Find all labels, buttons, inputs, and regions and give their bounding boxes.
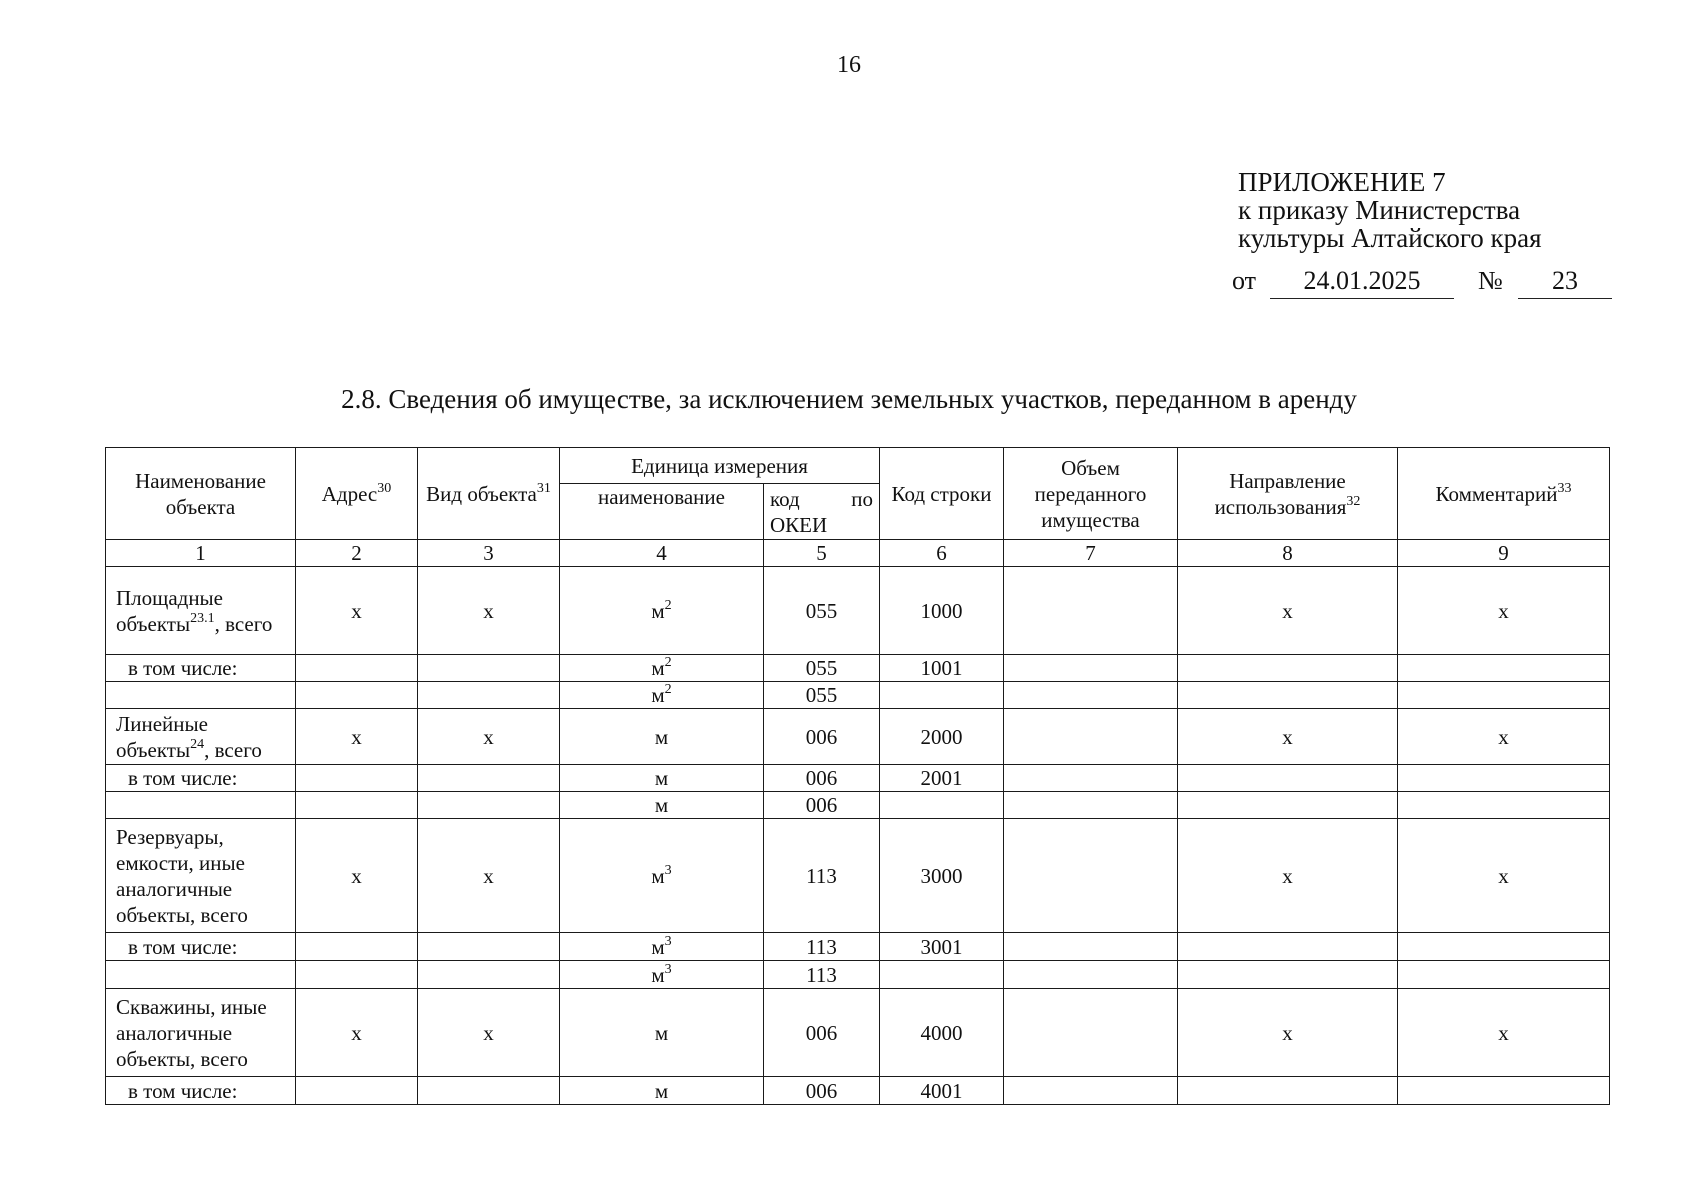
order-date: 24.01.2025 [1270, 266, 1454, 299]
row-code-cell: 1000 [880, 567, 1004, 655]
page-number: 16 [837, 52, 861, 78]
including-label: в том числе: [106, 655, 296, 682]
x-mark: x [418, 567, 560, 655]
column-numbers-row [106, 540, 1610, 567]
unit-cell: $м^3$ [560, 961, 764, 989]
row-code-cell: 1001 [880, 655, 1004, 682]
unit-cell: $м^2$ [560, 655, 764, 682]
x-mark: x [418, 709, 560, 765]
including-label: в том числе: [106, 1077, 296, 1105]
x-mark: x [1178, 819, 1398, 933]
row-code-cell: 2001 [880, 765, 1004, 792]
x-mark: x [296, 709, 418, 765]
x-mark: x [1178, 709, 1398, 765]
x-mark: x [296, 567, 418, 655]
x-mark: x [1178, 567, 1398, 655]
header-unit-name: наименование [560, 484, 764, 540]
appendix-header [1238, 168, 1542, 252]
table-row-wells-total [106, 989, 1610, 1077]
column-number: 5 [764, 540, 880, 567]
volume-cell [1004, 709, 1178, 765]
unit-cell: $м^2$ [560, 567, 764, 655]
including-label: в том числе: [106, 765, 296, 792]
x-mark: x [1398, 819, 1610, 933]
footnote-33: 33 [1557, 480, 1572, 496]
row-code-cell: 4001 [880, 1077, 1004, 1105]
okei-cell: 006 [764, 792, 880, 819]
okei-cell: 113 [764, 961, 880, 989]
row-label-area: Площадные объекты$^{23.1}$, всего [106, 567, 296, 655]
table-row-tanks-blank [106, 961, 1610, 989]
property-lease-table [105, 447, 1610, 1105]
header-row-code: Код строки [880, 448, 1004, 540]
x-mark: x [1398, 567, 1610, 655]
unit-cell: $м^3$ [560, 819, 764, 933]
unit-cell: м [560, 989, 764, 1077]
okei-cell: 006 [764, 1077, 880, 1105]
x-mark: x [1398, 989, 1610, 1077]
header-volume: Объем переданного имущества [1004, 448, 1178, 540]
unit-cell: $м^2$ [560, 682, 764, 709]
volume-cell [1004, 989, 1178, 1077]
table-row-linear-total [106, 709, 1610, 765]
okei-cell: 113 [764, 819, 880, 933]
okei-cell: 055 [764, 567, 880, 655]
column-number: 2 [296, 540, 418, 567]
table-row-area-total [106, 567, 1610, 655]
table-row-wells-including [106, 1077, 1610, 1105]
table-row-area-blank [106, 682, 1610, 709]
okei-cell: 113 [764, 933, 880, 961]
unit-cell: м [560, 709, 764, 765]
header-unit-group: Единица измерения [560, 448, 880, 484]
header-okei-code: код по ОКЕИ [764, 484, 880, 540]
unit-cell: м [560, 765, 764, 792]
header-row-top [106, 448, 1610, 484]
okei-cell: 006 [764, 709, 880, 765]
appendix-title: ПРИЛОЖЕНИЕ 7 [1238, 167, 1446, 197]
row-code-cell: 4000 [880, 989, 1004, 1077]
x-mark: x [296, 819, 418, 933]
okei-cell: 006 [764, 765, 880, 792]
unit-cell: м [560, 792, 764, 819]
row-code-cell: 3001 [880, 933, 1004, 961]
unit-cell: $м^3$ [560, 933, 764, 961]
row-label-tanks: Резервуары, емкости, иные аналогичные объекты, всего [106, 819, 296, 933]
x-mark: x [296, 989, 418, 1077]
column-number: 1 [106, 540, 296, 567]
appendix-order-line: к приказу Министерства [1238, 195, 1521, 225]
x-mark: x [1398, 709, 1610, 765]
footnote-31: 31 [536, 480, 551, 496]
including-label: в том числе: [106, 933, 296, 961]
volume-cell [1004, 819, 1178, 933]
header-address: Адрес$^{30}$ [296, 448, 418, 540]
column-number: 3 [418, 540, 560, 567]
table-row-area-including [106, 655, 1610, 682]
table-row-linear-blank [106, 792, 1610, 819]
x-mark: x [418, 819, 560, 933]
header-object-name: Наименование объекта [106, 448, 296, 540]
okei-cell: 055 [764, 682, 880, 709]
x-mark: x [418, 989, 560, 1077]
row-label-linear: Линейные объекты$^{24}$, всего [106, 709, 296, 765]
column-number: 7 [1004, 540, 1178, 567]
column-number: 9 [1398, 540, 1610, 567]
column-number: 4 [560, 540, 764, 567]
column-number: 6 [880, 540, 1004, 567]
footnote-23-1: 23.1 [190, 610, 215, 626]
order-number: 23 [1518, 266, 1612, 299]
unit-cell: м [560, 1077, 764, 1105]
okei-cell: 055 [764, 655, 880, 682]
section-title: 2.8. Сведения об имуществе, за исключением земельных участков, переданном в аренду [341, 384, 1357, 414]
header-object-type: Вид объекта$^{31}$ [418, 448, 560, 540]
footnote-32: 32 [1346, 493, 1361, 509]
header-direction: Направление использования$^{32}$ [1178, 448, 1398, 540]
x-mark: x [1178, 989, 1398, 1077]
volume-cell [1004, 567, 1178, 655]
column-number: 8 [1178, 540, 1398, 567]
table-row-tanks-including [106, 933, 1610, 961]
appendix-ministry-line: культуры Алтайского края [1238, 223, 1542, 253]
from-label: от [1232, 266, 1257, 295]
okei-cell: 006 [764, 989, 880, 1077]
header-comment: Комментарий$^{33}$ [1398, 448, 1610, 540]
table-row-linear-including [106, 765, 1610, 792]
footnote-30: 30 [377, 480, 392, 496]
row-code-cell: 3000 [880, 819, 1004, 933]
table-row-tanks-total [106, 819, 1610, 933]
number-label: № [1478, 266, 1503, 295]
row-label-wells: Скважины, иные аналогичные объекты, всего [106, 989, 296, 1077]
footnote-24: 24 [190, 736, 205, 752]
row-code-cell: 2000 [880, 709, 1004, 765]
